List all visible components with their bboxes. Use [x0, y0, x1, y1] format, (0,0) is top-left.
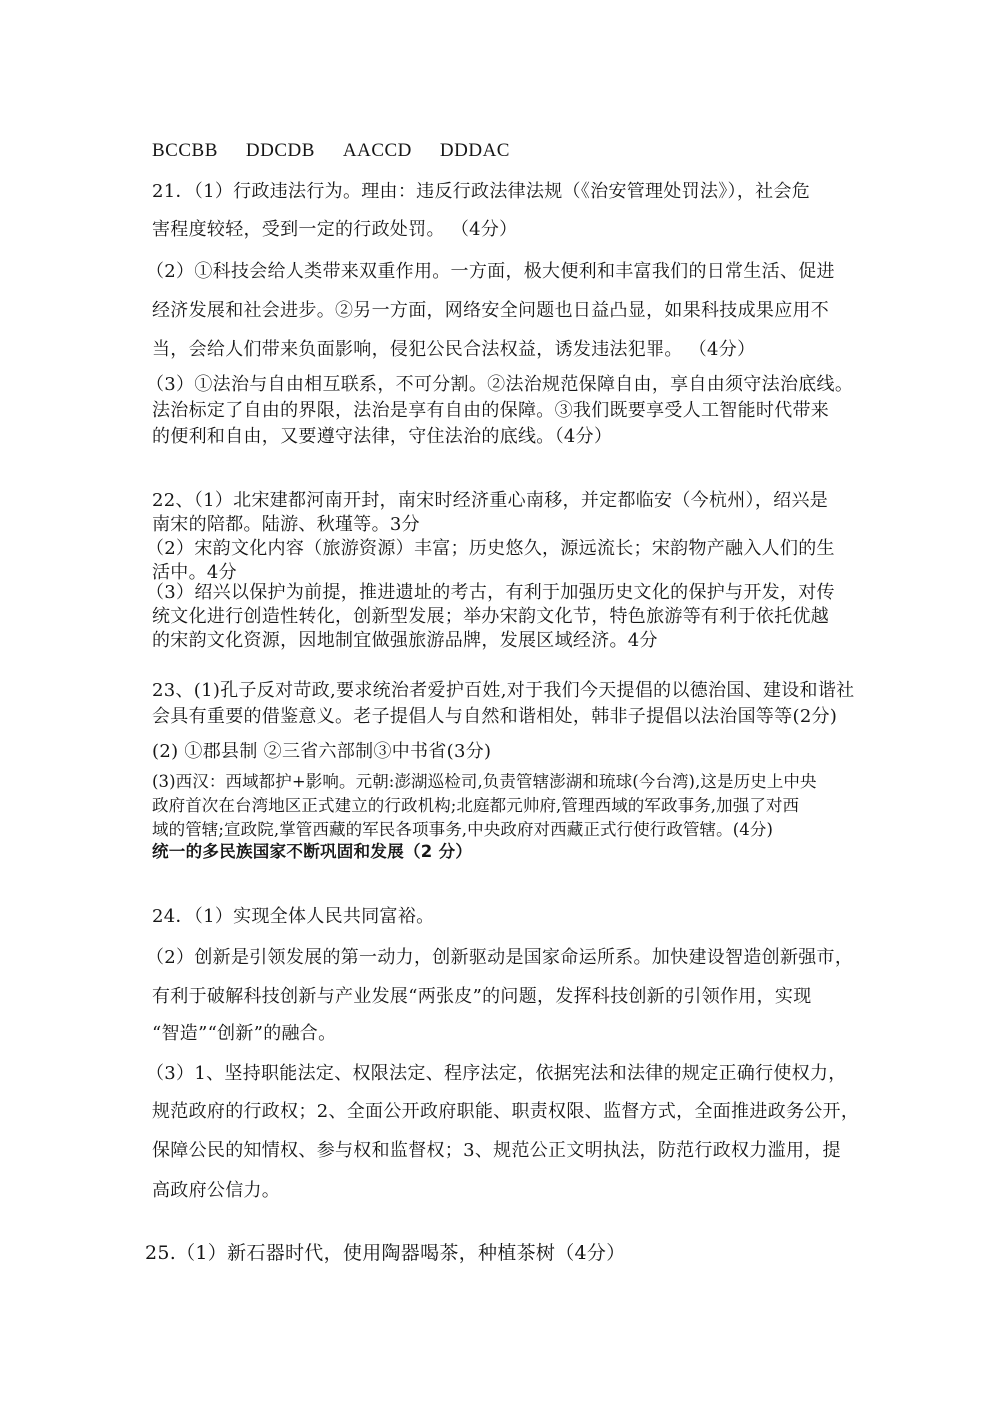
q24-line: 有利于破解科技创新与产业发展“两张皮”的问题，发挥科技创新的引领作用，实现 — [152, 986, 812, 1007]
q23-line: 23、(1)孔子反对苛政,要求统治者爱护百姓,对于我们今天提倡的以德治国、建设和谐社 — [152, 680, 855, 701]
mc-answers — [152, 139, 538, 163]
q22-line: 活中。4分 — [152, 562, 237, 583]
q22-line: （3）绍兴以保护为前提，推进遗址的考古，有利于加强历史文化的保护与开发，对传 — [146, 582, 835, 603]
q21-line: 当，会给人们带来负面影响，侵犯公民合法权益，诱发违法犯罪。 （4分） — [152, 339, 756, 360]
q24-line: （3）1、坚持职能法定、权限法定、程序法定，依据宪法和法律的规定正确行使权力， — [146, 1063, 847, 1084]
q24-line: 高政府公信力。 — [152, 1180, 281, 1201]
q23-line: (3)西汉：西域都护+影响。元朝:澎湖巡检司,负责管辖澎湖和琉球(今台湾),这是历史上中央 — [152, 772, 817, 791]
q22-line: 统文化进行创造性转化，创新型发展；举办宋韵文化节，特色旅游等有利于依托优越 — [152, 606, 830, 627]
q25-line: 25.（1）新石器时代，使用陶器喝茶，种植茶树（4分） — [145, 1242, 626, 1264]
q21-line: 法治标定了自由的界限，法治是享有自由的保障。③我们既要享受人工智能时代带来 — [152, 400, 830, 421]
q21-line: 害程度较轻，受到一定的行政处罚。 （4分） — [152, 219, 518, 240]
q22-line: 南宋的陪都。陆游、秋瑾等。3分 — [152, 514, 420, 535]
q22-line: 22、（1）北宋建都河南开封，南宋时经济重心南移，并定都临安（今杭州），绍兴是 — [152, 490, 829, 511]
q21-line: 经济发展和社会进步。②另一方面，网络安全问题也日益凸显，如果科技成果应用不 — [152, 300, 830, 321]
q24-line: （2）创新是引领发展的第一动力，创新驱动是国家命运所系。加快建设智造创新强市， — [146, 947, 854, 968]
mc-group-4: DDDAC — [439, 140, 510, 161]
q23-line: 政府首次在台湾地区正式建立的行政机构;北庭都元帅府,管理西域的军政事务,加强了对西 — [152, 796, 800, 815]
mc-group-3: AACCD — [342, 140, 412, 161]
q21-line: 的便利和自由，又要遵守法律，守住法治的底线。（4分） — [152, 426, 613, 447]
q21-line: （3）①法治与自由相互联系，不可分割。②法治规范保障自由，享自由须守法治底线。 — [146, 374, 854, 395]
mc-group-1: BCCBB — [152, 140, 218, 161]
mc-group-2: DDCDB — [245, 140, 315, 161]
q24-line: 规范政府的行政权；2、全面公开政府职能、职责权限、监督方式，全面推进政务公开， — [152, 1101, 860, 1122]
q24-line: 保障公民的知情权、参与权和监督权；3、规范公正文明执法，防范行政权力滥用，提 — [152, 1140, 841, 1161]
q23-line: 域的管辖;宣政院,掌管西藏的军民各项事务,中央政府对西藏正式行使行政管辖。(4分) — [152, 820, 774, 839]
q21-line: （2）①科技会给人类带来双重作用。一方面，极大便利和丰富我们的日常生活、促进 — [146, 261, 835, 282]
q22-line: （2）宋韵文化内容（旅游资源）丰富；历史悠久，源远流长；宋韵物产融入人们的生 — [146, 538, 835, 559]
q23-line: 统一的多民族国家不断巩固和发展（2 分） — [152, 842, 473, 861]
q23-line: 会具有重要的借鉴意义。老子提倡人与自然和谐相处，韩非子提倡以法治国等等(2分) — [152, 706, 838, 727]
q24-line: “智造”“创新”的融合。 — [152, 1023, 337, 1044]
q21-line: 21．（1）行政违法行为。理由：违反行政法律法规（《治安管理处罚法》），社会危 — [152, 181, 811, 202]
q23-line: (2) ①郡县制 ②三省六部制③中书省(3分) — [152, 741, 492, 762]
q24-line: 24．（1）实现全体人民共同富裕。 — [152, 906, 435, 927]
q22-line: 的宋韵文化资源，因地制宜做强旅游品牌，发展区域经济。4分 — [152, 630, 658, 651]
